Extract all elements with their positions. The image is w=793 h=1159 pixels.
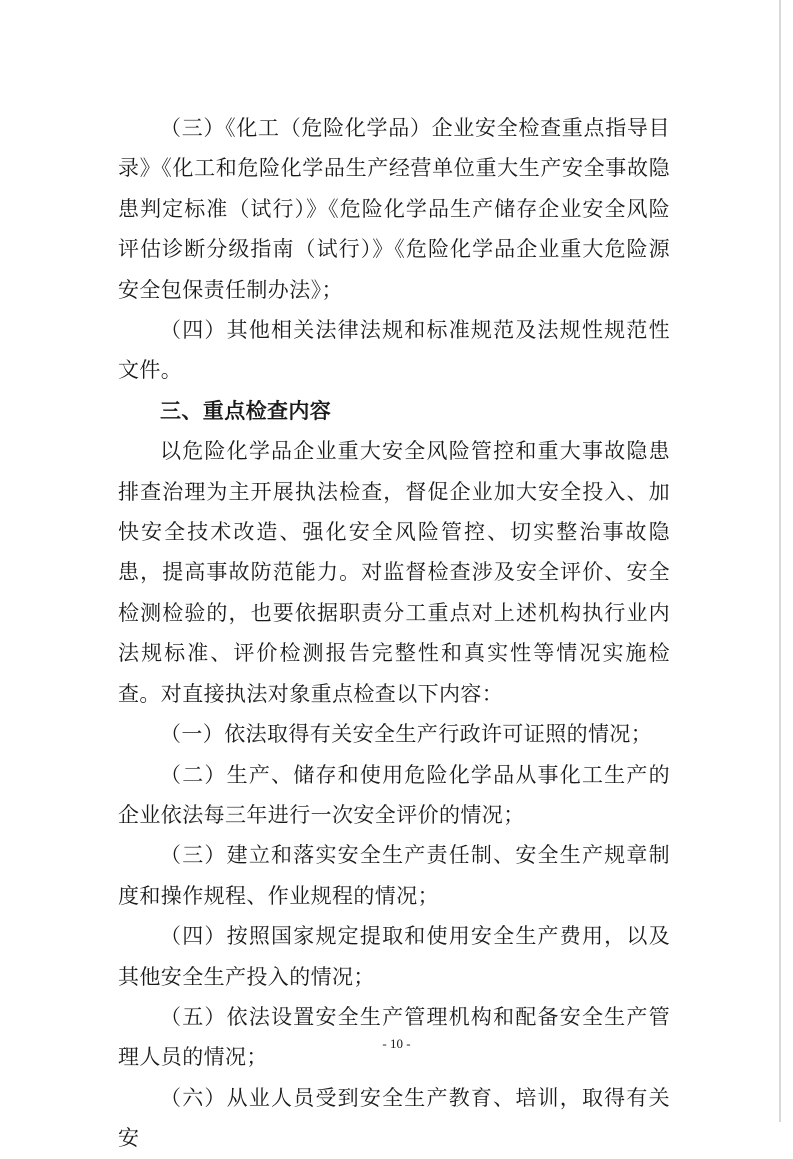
paragraph-item-3: （三）建立和落实安全生产责任制、安全生产规章制度和操作规程、作业规程的情况；	[118, 843, 670, 908]
page-edge-line	[779, 0, 781, 1122]
paragraph-references-3: （三）《化工（危险化学品）企业安全检查重点指导目录》《化工和危险化学品生产经营单位重大生产安全事故隐患判定标准（试行）》《危险化学品生产储存企业安全风险评估诊断分级指南（试行）》《危险化学品企业重大危险源安全包保责任制办法》；	[118, 116, 670, 302]
paragraph-item-2: （二）生产、储存和使用危险化学品从事化工生产的企业依法每三年进行一次安全评价的情况；	[118, 762, 670, 827]
document-body	[118, 108, 670, 1159]
paragraph-intro: 以危险化学品企业重大安全风险管控和重大事故隐患排查治理为主开展执法检查，督促企业加大安全投入、加快安全技术改造、强化安全风险管控、切实整治事故隐患，提高事故防范能力。对监督检查涉及安全评价、安全检测检验的，也要依据职责分工重点对上述机构执行业内法规标准、评价检测报告完整性和真实性等情况实施检查。对直接执法对象重点检查以下内容：	[118, 439, 670, 706]
paragraph-item-6: （六）从业人员受到安全生产教育、培训，取得有关安	[118, 1085, 670, 1151]
paragraph-item-1: （一）依法取得有关安全生产行政许可证照的情况；	[160, 722, 653, 747]
paragraph-references-4: （四）其他相关法律法规和标准规范及法规性规范性文件。	[118, 318, 670, 383]
paragraph-item-5: （五）依法设置安全生产管理机构和配备安全生产管理人员的情况；	[118, 1004, 670, 1070]
page-number: - 10 -	[382, 1036, 411, 1051]
paragraph-item-4: （四）按照国家规定提取和使用安全生产费用，以及其他安全生产投入的情况；	[118, 924, 670, 989]
section-heading: 三、重点检查内容	[160, 398, 332, 423]
